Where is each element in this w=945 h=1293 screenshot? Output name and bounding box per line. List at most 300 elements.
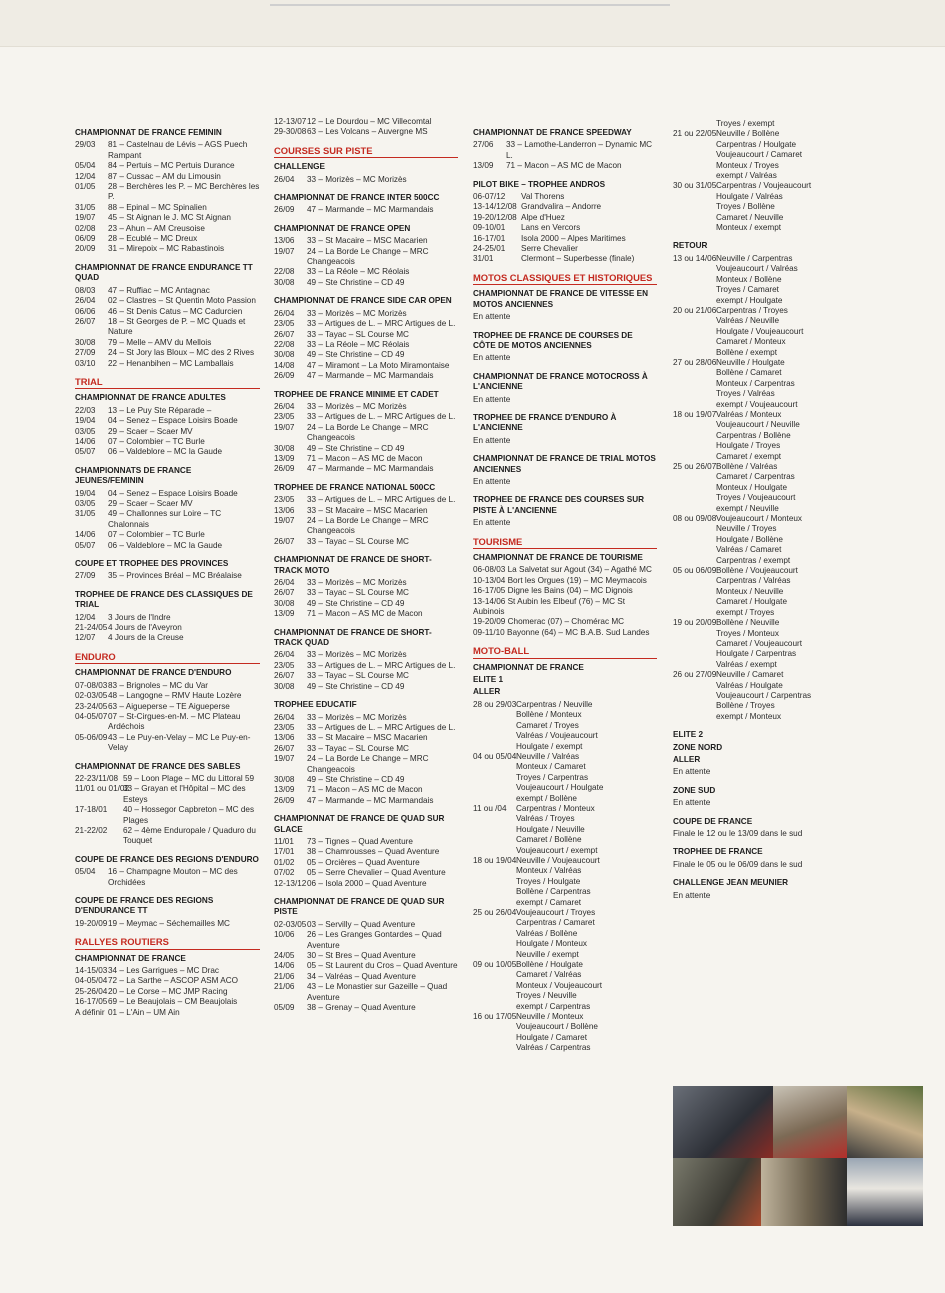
event-details (123, 805, 260, 826)
event-block-championnat-de-france-de-short-track-moto (274, 555, 458, 619)
event-venue: 33 – Artigues de L. – MRC Artigues de L. (307, 412, 456, 422)
block-title: CHAMPIONNAT DE FRANCE (473, 662, 584, 672)
event-date: 13/09 (274, 785, 295, 795)
event-date: 26/09 (274, 371, 295, 381)
match-pairing: Voujeaucourt / Monteux (716, 514, 803, 524)
photo-collage (673, 1086, 923, 1226)
event-date: 18 ou 19/04 (473, 855, 517, 865)
event-date: 19/07 (274, 246, 295, 256)
event-block-challenge (274, 162, 458, 185)
event-venue: 29 – Scaer – Scaer MV (108, 499, 193, 508)
event-details (108, 867, 260, 888)
event-date: 22/08 (274, 267, 295, 277)
event-row (274, 588, 458, 598)
event-venue: Clermont – Superbesse (finale) (521, 254, 635, 264)
event-date: 26/04 (274, 578, 295, 588)
event-date: 21-24/05 (75, 623, 108, 633)
event-row (274, 454, 458, 464)
event-details (307, 175, 458, 185)
event-details (307, 371, 458, 381)
match-pairing: Camaret / Monteux (716, 337, 786, 347)
match-pairing: Houlgate / Valréas (716, 191, 783, 201)
event-row (75, 296, 260, 306)
event-row (473, 161, 657, 171)
event-block-championnat-de-france-endurance-tt-quad (75, 263, 260, 369)
match-pairing: Camaret / Voujeaucourt (716, 638, 803, 648)
match-pairing: exempt / Carpentras (516, 1001, 591, 1011)
event-date: 28 ou 29/03 (473, 699, 517, 709)
event-date: 08/03 (75, 285, 96, 295)
match-pairing: Camaret / Troyes (516, 720, 579, 730)
event-row (673, 119, 857, 129)
event-details (307, 588, 458, 598)
match-pairing: exempt / Houlgate (716, 295, 783, 305)
event-details (516, 908, 657, 960)
event-venue: 06 – Valdeblore – MC la Gaude (108, 540, 223, 550)
event-date: 26/04 (274, 650, 295, 660)
block-title: CHAMPIONNAT DE FRANCE SIDE CAR OPEN (274, 296, 452, 306)
match-pairing: Neuville / Camaret (716, 670, 784, 680)
event-date: 02-03/05 (75, 691, 108, 701)
match-pairing: Valréas / Troyes (516, 814, 575, 824)
match-pairing: Troyes / Camaret (716, 285, 779, 295)
event-details (307, 516, 458, 537)
event-details (307, 930, 458, 951)
match-pairing: Carpentras / Valréas (716, 576, 791, 586)
event-venue: 28 – Ecublé – MC Dreux (108, 234, 198, 244)
match-pairing: Houlgate / Bollène (716, 534, 783, 544)
event-date: 19/07 (75, 213, 96, 223)
event-details (716, 514, 857, 566)
event-block-coupe-de-france-des-regions-d-endurance-tt (75, 896, 260, 929)
event-date: 25 ou 26/07 (673, 462, 717, 471)
event-block-championnat-de-france-de-tourisme (473, 553, 657, 638)
event-venue: 06 – Valdeblore – MC la Gaude (108, 447, 223, 457)
event-block-championnat-de-france (75, 954, 260, 1018)
event-venue: 33 – Tayac – SL Course MC (307, 536, 409, 546)
event-venue: 87 – Cussac – AM du Limousin (108, 171, 221, 181)
event-date: 11 ou /04 (473, 803, 507, 813)
event-venue: 33 – Morizès – MC Morizès (307, 308, 407, 318)
block-note: En attente (473, 476, 511, 486)
event-venue: Lans en Vercors (521, 223, 581, 233)
event-row (274, 175, 458, 185)
event-date: 27/06 (473, 140, 494, 150)
block-title: COUPE ET TROPHEE DES PROVINCES (75, 559, 229, 569)
event-line: 13-14/06 St Aubin les Elbeuf (76) – MC St Aubinois (473, 596, 626, 617)
event-details (307, 972, 458, 982)
event-venue: 34 – Les Garrigues – MC Drac (108, 966, 220, 976)
event-row (274, 578, 458, 588)
match-pairing: Houlgate / Monteux (516, 939, 588, 949)
match-pairing: exempt / Valréas (716, 171, 777, 181)
event-row (274, 733, 458, 743)
section-heading-courses-sur-piste: COURSES SUR PISTE (274, 146, 458, 158)
event-row (75, 348, 260, 358)
event-details (307, 578, 458, 588)
event-venue: 49 – Ste Christine – CD 49 (307, 443, 405, 453)
match-pairing: Carpentras / Houlgate (716, 139, 797, 149)
section-heading-moto-ball: MOTO-BALL (473, 646, 657, 658)
block-title: CHAMPIONNAT DE FRANCE DE SHORT-TRACK MOTO (274, 555, 432, 575)
event-details (307, 537, 458, 547)
block-title: ZONE SUD (673, 785, 716, 795)
event-venue: 03 – Servilly – Quad Aventure (307, 919, 416, 929)
event-row (274, 537, 458, 547)
event-row (75, 307, 260, 317)
photo-tile-4 (673, 1158, 761, 1226)
event-row (473, 244, 657, 254)
event-date: 22-23/11/08 (75, 773, 119, 783)
event-details (521, 234, 657, 244)
event-venue: 33 – Artigues de L. – MRC Artigues de L. (307, 319, 456, 329)
event-date: 26/04 (274, 174, 295, 184)
event-details (307, 402, 458, 412)
event-row (75, 317, 260, 338)
event-venue: 33 – Morizès – MC Morizès (307, 174, 407, 184)
event-date: 10/06 (274, 930, 295, 940)
event-details (307, 661, 458, 671)
event-date: 14/08 (274, 360, 295, 370)
event-date: 05/04 (75, 867, 96, 877)
event-venue: 3 Jours de l'Indre (108, 612, 171, 622)
event-row (473, 960, 657, 1012)
event-venue: 43 – Le Monastier sur Gazeille – Quad Aventure (307, 982, 448, 1002)
event-details (123, 826, 260, 847)
event-row (75, 681, 260, 691)
match-pairing: Valréas / Bollène (516, 928, 578, 938)
event-venue: 47 – Marmande – MC Marmandais (307, 371, 434, 381)
event-venue: 47 – Miramont – La Moto Miramontaise (307, 360, 450, 370)
event-row (75, 427, 260, 437)
event-row (274, 412, 458, 422)
match-pairing: Voujeaucourt / exempt (516, 845, 598, 855)
match-pairing: Neuville / Bollène (716, 129, 780, 139)
event-venue: 71 – Macon – AS MC de Macon (506, 161, 622, 171)
match-pairing: exempt / Monteux (716, 711, 782, 721)
event-block-championnat-de-france-de-vitesse-en-motos-anciennes (473, 289, 657, 322)
event-row (75, 784, 260, 805)
event-venue: 31 – Mirepoix – MC Rabastinois (108, 244, 225, 254)
block-title: CHAMPIONNAT DE FRANCE DE SHORT-TRACK QUAD (274, 627, 432, 648)
event-date: 18 ou 19/07 (673, 409, 717, 419)
event-date: 02/08 (75, 223, 96, 233)
event-date: 23/05 (274, 319, 295, 329)
event-row (75, 172, 260, 182)
event-date: 30/08 (274, 681, 295, 691)
event-details (521, 192, 657, 202)
block-title: CHAMPIONNAT DE FRANCE DE TOURISME (473, 553, 643, 562)
event-venue: 49 – Ste Christine – CD 49 (307, 774, 405, 784)
event-details (108, 530, 260, 540)
event-row (274, 247, 458, 268)
event-row (75, 437, 260, 447)
event-date: 21/06 (274, 982, 295, 992)
event-block-challenge-jean-meunier (673, 878, 857, 901)
event-date: 14/06 (75, 436, 96, 446)
event-row (75, 286, 260, 296)
event-venue: 47 – Marmande – MC Marmandais (307, 795, 434, 805)
event-details (108, 702, 260, 712)
event-date: 05-06/09 (75, 732, 108, 742)
event-row (75, 805, 260, 826)
event-row (274, 495, 458, 505)
section-heading-tourisme: TOURISME (473, 537, 657, 549)
block-title: RETOUR (673, 241, 708, 251)
event-venue: 88 – Epinal – MC Spinalien (108, 202, 207, 212)
event-venue: 33 – Tayac – SL Course MC (307, 329, 409, 339)
match-pairing: Voujeaucourt / Camaret (716, 150, 803, 160)
section-heading-enduro: ENDURO (75, 652, 260, 664)
block-title: TROPHEE DE FRANCE DE COURSES DE CÔTE DE MOTOS ANCIENNES (473, 330, 633, 350)
block-title: CHAMPIONNAT DE FRANCE MOTOCROSS À L'ANCIENNE (473, 371, 648, 392)
event-date: 26/07 (274, 588, 295, 598)
event-row (75, 182, 260, 203)
event-details (108, 406, 260, 416)
event-details (307, 671, 458, 681)
event-row (473, 234, 657, 244)
event-venue: 33 – Artigues de L. – MRC Artigues de L. (307, 722, 456, 732)
event-date: 07-08/03 (75, 680, 108, 690)
event-date: 13/09 (274, 453, 295, 463)
event-details (307, 495, 458, 505)
event-date: 04-05/07 (75, 711, 108, 721)
event-row (473, 1012, 657, 1054)
event-block-championnat-de-france-adultes (75, 393, 260, 457)
event-date: 30/08 (75, 337, 96, 347)
event-date: 09-10/01 (473, 223, 506, 233)
event-date: 26/04 (274, 401, 295, 411)
event-date: 30 ou 31/05 (673, 181, 717, 191)
event-date: 05/07 (75, 447, 96, 457)
block-title: CHAMPIONNAT DE FRANCE SPEEDWAY (473, 128, 632, 137)
event-block-championnat-de-france-de-quad-sur-glace (274, 814, 458, 889)
event-date: 08 ou 09/08 (673, 514, 717, 524)
event-row (274, 340, 458, 350)
event-row (274, 423, 458, 444)
event-details (307, 754, 458, 775)
event-venue: 33 – Morizès – MC Morizès (307, 650, 407, 660)
block-title: CHAMPIONNAT DE FRANCE DES SABLES (75, 761, 241, 771)
event-row (473, 140, 657, 161)
event-date: 03/10 (75, 358, 96, 368)
event-row (274, 785, 458, 795)
match-pairing: Valréas / Camaret (716, 545, 782, 555)
event-venue: 23 – Ahun – AM Creusoise (108, 223, 205, 233)
event-row (274, 775, 458, 785)
event-venue: 62 – 4ème Enduropale / Quaduro du Touquet (123, 825, 256, 846)
photo-tile-2 (773, 1086, 847, 1158)
event-row (274, 661, 458, 671)
match-pairing: Valréas / exempt (716, 659, 777, 669)
event-details (521, 254, 657, 264)
event-row (75, 867, 260, 888)
match-pairing: Carpentras / Bollène (716, 430, 791, 440)
match-pairing: Troyes / exempt (716, 119, 775, 128)
event-date: 30/08 (274, 598, 295, 608)
event-row (673, 670, 857, 722)
event-row (75, 966, 260, 976)
match-pairing: Neuville / Voujeaucourt (516, 855, 600, 865)
event-date (673, 119, 716, 129)
event-details (108, 919, 260, 929)
event-details (307, 444, 458, 454)
event-row (673, 410, 857, 462)
event-details (307, 837, 458, 847)
event-details (307, 609, 458, 619)
event-date: 19/04 (75, 416, 96, 426)
event-row (473, 856, 657, 908)
event-row (75, 919, 260, 929)
event-venue: 05 – St Laurent du Cros – Quad Aventure (307, 961, 458, 971)
match-pairing: Troyes / Voujeaucourt (716, 493, 796, 503)
match-pairing: Houlgate / exempt (516, 741, 583, 751)
event-row (473, 223, 657, 233)
match-pairing: Valréas / Monteux (716, 409, 782, 419)
event-details (716, 306, 857, 358)
event-date: 26/09 (274, 205, 295, 215)
event-date: 21 ou 22/05 (673, 129, 717, 139)
event-date: 19-20/12/08 (473, 212, 517, 222)
block-title: CHALLENGE (274, 162, 325, 172)
event-venue: 34 – Valréas – Quad Aventure (307, 971, 416, 981)
match-pairing: Bollène / Carpentras (516, 887, 591, 897)
block-subtitle: ALLER (473, 687, 501, 697)
match-pairing: Monteux / Camaret (516, 762, 586, 772)
event-venue: 29 – Scaer – Scaer MV (108, 426, 193, 436)
event-date: 29-30/08 (274, 127, 307, 137)
event-date: 14/06 (274, 961, 295, 971)
event-venue: 63 – Aigueperse – TE Aigueperse (108, 701, 230, 711)
event-details (307, 267, 458, 277)
event-row (473, 700, 657, 752)
event-details (108, 966, 260, 976)
event-venue: 18 – St Georges de P. – MC Quads et Nature (108, 316, 246, 337)
event-details (716, 410, 857, 462)
event-venue: 26 – Les Granges Gontardes – Quad Aventure (307, 930, 442, 950)
event-date: 26/07 (274, 329, 295, 339)
section-heading-rallyes-routiers: RALLYES ROUTIERS (75, 937, 260, 949)
event-venue: 16 – Champagne Mouton – MC des Orchidées (108, 867, 238, 887)
event-details (521, 223, 657, 233)
event-date: 29/03 (75, 140, 96, 150)
event-venue: 49 – Ste Christine – CD 49 (307, 681, 405, 691)
event-block-trophee-de-france-minime-et-cadet (274, 390, 458, 475)
event-row (75, 997, 260, 1007)
event-details (307, 423, 458, 444)
event-venue: 06 – Isola 2000 – Quad Aventure (307, 878, 427, 888)
match-pairing: Valréas / Voujeaucourt (516, 731, 598, 741)
event-block-trophee-educatif (274, 700, 458, 806)
event-line: 10-13/04 Bort les Orgues (19) – MC Meymacois (473, 575, 647, 585)
event-venue: 73 – Tignes – Quad Aventure (307, 836, 413, 846)
event-block (673, 119, 857, 233)
event-venue: 49 – Challonnes sur Loire – TC Chalonnais (108, 509, 222, 529)
match-pairing: Houlgate / Troyes (716, 441, 781, 451)
event-row (75, 702, 260, 712)
event-details (307, 785, 458, 795)
event-venue: 49 – Ste Christine – CD 49 (307, 277, 405, 287)
event-block-championnat-de-france-open (274, 224, 458, 288)
event-venue: 33 – Morizès – MC Morizès (307, 578, 407, 588)
event-date: 05/09 (274, 1003, 295, 1013)
event-venue: Isola 2000 – Alpes Maritimes (521, 233, 626, 243)
event-date: 19/07 (274, 754, 295, 764)
event-block-coupe-de-france-des-regions-d-enduro (75, 855, 260, 888)
event-block-trophee-de-france-d-enduro-a-l-ancienne (473, 413, 657, 446)
event-row (274, 650, 458, 660)
event-row (75, 733, 260, 754)
event-row (473, 202, 657, 212)
event-venue: 46 – St Denis Catus – MC Cadurcien (108, 306, 243, 316)
match-pairing: Bollène / exempt (716, 347, 777, 357)
event-row (274, 127, 458, 137)
match-pairing: Monteux / Houlgate (716, 482, 788, 492)
event-details (516, 752, 657, 804)
event-date: 23/05 (274, 722, 295, 732)
event-venue: 33 – La Réole – MC Réolais (307, 267, 410, 277)
event-details (108, 359, 260, 369)
block-subtitle: ALLER (673, 754, 701, 764)
event-date: 06/09 (75, 234, 96, 244)
event-venue: 24 – St Jory las Bloux – MC des 2 Rives (108, 348, 255, 358)
match-pairing: Bollène / Monteux (516, 710, 582, 720)
match-pairing: Troyes / Valréas (716, 389, 775, 399)
match-pairing: Neuville / Monteux (516, 1012, 584, 1022)
event-details (307, 796, 458, 806)
event-details (108, 286, 260, 296)
match-pairing: Valréas / Neuville (716, 316, 780, 326)
match-pairing: Bollène / Valréas (716, 462, 778, 471)
photo-tile-5 (761, 1158, 847, 1226)
event-details (108, 416, 260, 426)
event-date: 24-25/01 (473, 244, 506, 254)
event-row (75, 161, 260, 171)
block-title: TROPHEE DE FRANCE DES COURSES SUR PISTE À L'ANCIENNE (473, 495, 645, 515)
block-title: COUPE DE FRANCE DES REGIONS D'ENDURO (75, 854, 259, 864)
match-pairing: Voujeaucourt / Troyes (516, 908, 596, 917)
event-row (274, 464, 458, 474)
match-pairing: Camaret / Houlgate (716, 597, 787, 607)
event-row (274, 350, 458, 360)
event-details (307, 412, 458, 422)
event-details (108, 348, 260, 358)
event-date: 26/07 (274, 671, 295, 681)
event-date: 07/02 (274, 868, 295, 878)
event-block-elite-2 (673, 730, 857, 778)
event-date: 23/05 (274, 412, 295, 422)
event-details (108, 681, 260, 691)
event-details (108, 1008, 260, 1018)
event-date: 26/09 (274, 795, 295, 805)
match-pairing: Houlgate / Carpentras (716, 649, 797, 659)
event-row (673, 254, 857, 306)
event-details (108, 447, 260, 457)
event-date: 26/09 (274, 464, 295, 474)
event-details (521, 244, 657, 254)
event-date: 30/08 (274, 350, 295, 360)
block-title: CHAMPIONNAT DE FRANCE INTER 500CC (274, 193, 440, 203)
match-pairing: Carpentras / Troyes (716, 305, 788, 315)
event-venue: 43 – Le Puy-en-Velay – MC Le Puy-en-Velay (108, 732, 251, 753)
match-pairing: Troyes / Bollène (716, 202, 775, 212)
event-venue: 72 – La Sarthe – ASCOP ASM ACO (108, 976, 239, 986)
event-details (108, 437, 260, 447)
block-note: En attente (673, 890, 711, 900)
event-venue: 33 – La Réole – MC Réolais (307, 339, 410, 349)
event-row (274, 920, 458, 930)
event-row (274, 982, 458, 1003)
